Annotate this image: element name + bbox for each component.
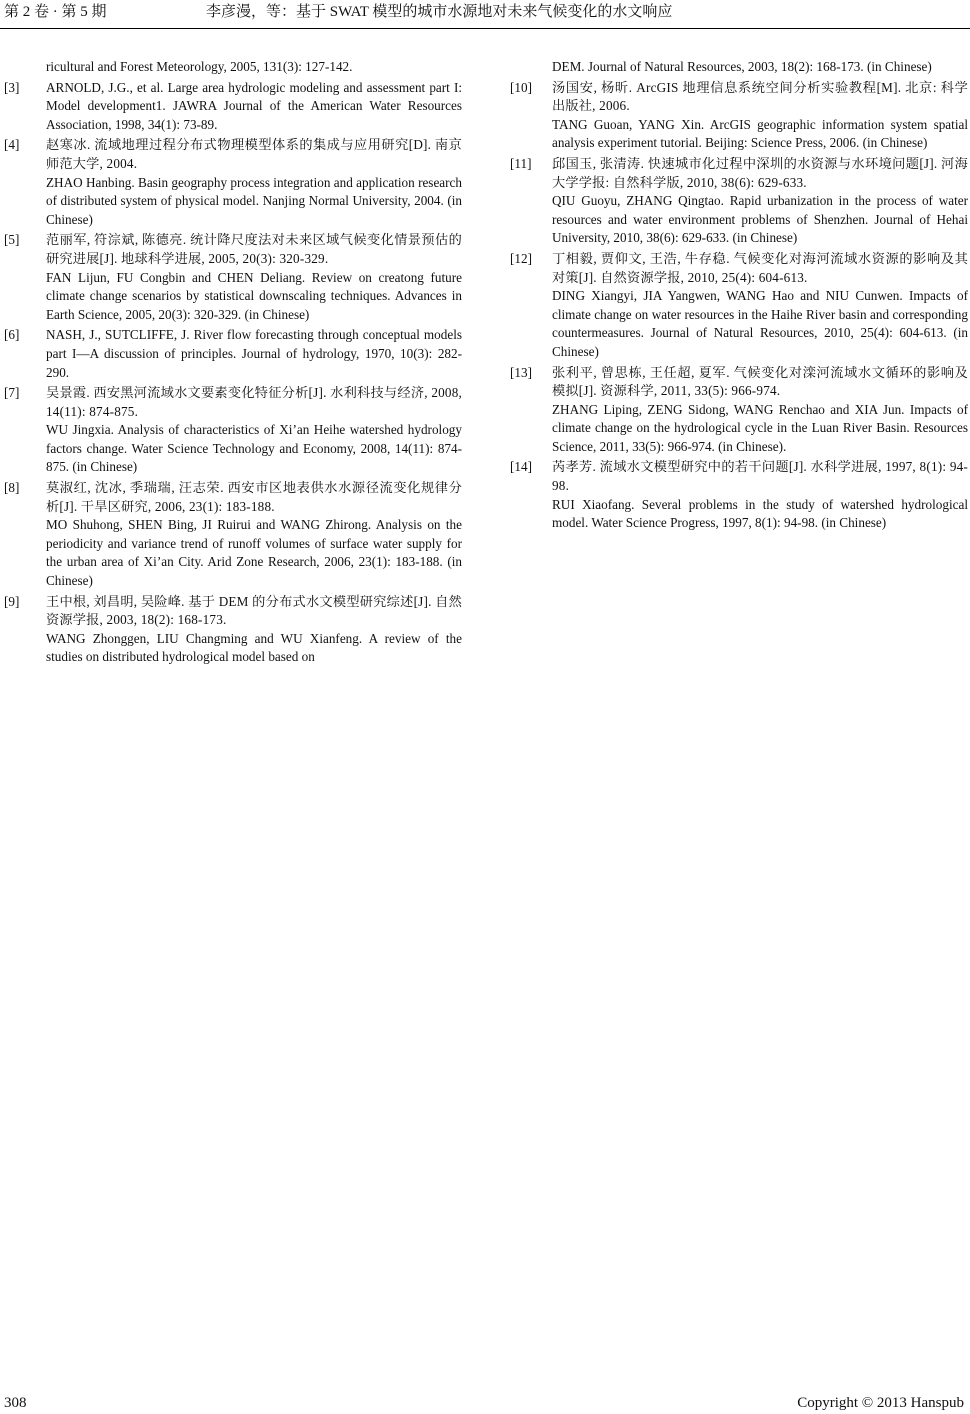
reference-text-english: DING Xiangyi, JIA Yangwen, WANG Hao and NIU Cunwen. Impacts of climate change on water resources in the Haihe River basin and corresponding countermeasures. Journal of Natural Resources, 2010, 25(4): 604-613. (in Chinese) bbox=[552, 288, 968, 359]
running-header bbox=[0, 0, 970, 29]
reference-text-chinese: 丁相毅, 贾仰文, 王浩, 牛存稳. 气候变化对海河流域水资源的影响及其对策[J]. 自然资源学报, 2010, 25(4): 604-613. bbox=[552, 250, 968, 285]
reference-number: [13] bbox=[510, 364, 532, 380]
reference-item-14 bbox=[510, 458, 968, 532]
reference-item-8 bbox=[4, 479, 462, 591]
reference-text-english: WANG Zhonggen, LIU Changming and WU Xianfeng. A review of the studies on distributed hydrological model based on bbox=[46, 630, 462, 665]
reference-item-10 bbox=[510, 79, 968, 153]
reference-text: DEM. Journal of Natural Resources, 2003, 18(2): 168-173. (in Chinese) bbox=[552, 59, 932, 74]
reference-text: NASH, J., SUTCLIFFE, J. River flow forecasting through conceptual models part I—A discussion of principles. Journal of hydrology, 1970, 10(3): 282-290. bbox=[46, 327, 462, 380]
page-footer bbox=[0, 1392, 970, 1414]
reference-text-chinese: 邱国玉, 张清涛. 快速城市化过程中深圳的水资源与水环境问题[J]. 河海大学学报: 自然科学版, 2010, 38(6): 629-633. bbox=[552, 155, 968, 190]
reference-text-english: TANG Guoan, YANG Xin. ArcGIS geographic information system spatial analysis experiment tutorial. Beijing: Science Press, 2006. (in Chinese) bbox=[552, 116, 968, 151]
reference-number: [9] bbox=[4, 593, 20, 609]
volume-issue: 第 2 卷 · 第 5 期 bbox=[4, 4, 107, 20]
reference-item-3 bbox=[4, 79, 462, 135]
reference-number: [6] bbox=[4, 327, 20, 343]
reference-item-11 bbox=[510, 155, 968, 248]
reference-number: [7] bbox=[4, 385, 20, 401]
reference-item-4 bbox=[4, 136, 462, 229]
reference-column-right bbox=[510, 58, 968, 535]
reference-text-chinese: 汤国安, 杨昕. ArcGIS 地理信息系统空间分析实验教程[M]. 北京: 科学出版社, 2006. bbox=[552, 79, 968, 114]
reference-item-12 bbox=[510, 250, 968, 362]
reference-text-english: ZHANG Liping, ZENG Sidong, WANG Renchao and XIA Jun. Impacts of climate change on the hydrological cycle in the Luan River Basin. Resources Science, 2011, 33(5): 966-974. (in Chinese). bbox=[552, 401, 968, 454]
reference-text-chinese: 王中根, 刘昌明, 吴险峰. 基于 DEM 的分布式水文模型研究综述[J]. 自然资源学报, 2003, 18(2): 168-173. bbox=[46, 593, 462, 628]
reference-item-5 bbox=[4, 231, 462, 324]
reference-number: [8] bbox=[4, 480, 20, 496]
reference-text-chinese: 吴景霞. 西安黑河流域水文要素变化特征分析[J]. 水利科技与经济, 2008, 14(11): 874-875. bbox=[46, 385, 462, 419]
reference-item-7 bbox=[4, 384, 462, 477]
reference-item-9 bbox=[4, 593, 462, 667]
reference-text: ricultural and Forest Meteorology, 2005, 131(3): 127-142. bbox=[46, 59, 353, 74]
reference-number: [4] bbox=[4, 137, 20, 153]
reference-text-english: RUI Xiaofang. Several problems in the study of watershed hydrological model. Water Science Progress, 1997, 8(1): 94-98. (in Chinese) bbox=[552, 496, 968, 531]
reference-item-6 bbox=[4, 326, 462, 382]
reference-text-chinese: 莫淑红, 沈冰, 季瑞瑞, 汪志荣. 西安市区地表供水水源径流变化规律分析[J]. 干旱区研究, 2006, 23(1): 183-188. bbox=[46, 480, 462, 514]
reference-text-chinese: 芮孝芳. 流域水文模型研究中的若干问题[J]. 水科学进展, 1997, 8(1): 94-98. bbox=[552, 459, 968, 494]
reference-number: [11] bbox=[510, 155, 532, 171]
reference-number: [5] bbox=[4, 232, 20, 248]
reference-number: [12] bbox=[510, 250, 532, 266]
copyright-notice: Copyright © 2013 Hanspub bbox=[797, 1395, 964, 1411]
reference-number: [3] bbox=[4, 79, 20, 95]
reference-item-13 bbox=[510, 364, 968, 457]
reference-text-chinese: 赵寒冰. 流域地理过程分布式物理模型体系的集成与应用研究[D]. 南京师范大学, 2004. bbox=[46, 137, 462, 171]
reference-number: [14] bbox=[510, 459, 532, 475]
reference-number: [10] bbox=[510, 79, 532, 95]
reference-text-english: MO Shuhong, SHEN Bing, JI Ruirui and WANG Zhirong. Analysis on the periodicity and variance trend of runoff volumes of surface water supply for the urban area of Xi’an City. Arid Zone Research, 2006, 23(1): 183-188. (in Chinese) bbox=[46, 517, 462, 589]
running-title: 李彦漫，等：基于 SWAT 模型的城市水源地对未来气候变化的水文响应 bbox=[206, 4, 673, 20]
reference-continuation bbox=[4, 58, 462, 77]
reference-text-english: FAN Lijun, FU Congbin and CHEN Deliang. Review on creatong future climate change scenarios by statistical downscaling techniques. Advances in Earth Science, 2005, 20(3): 320-329. (in Chinese) bbox=[46, 269, 462, 322]
reference-text-english: WU Jingxia. Analysis of characteristics of Xi’an Heihe watershed hydrology factors change. Water Science Technology and Economy, 2008, 14(11): 874-875. (in Chinese) bbox=[46, 422, 462, 475]
reference-text-chinese: 范丽军, 符淙斌, 陈德亮. 统计降尺度法对未来区域气候变化情景预估的研究进展[J]. 地球科学进展, 2005, 20(3): 320-329. bbox=[46, 232, 462, 266]
reference-continuation bbox=[510, 58, 968, 77]
reference-column-left bbox=[4, 58, 462, 669]
reference-text-english: QIU Guoyu, ZHANG Qingtao. Rapid urbanization in the process of water resources and water environment problems of Shenzhen. Journal of Hehai University, 2010, 38(6): 629-633. (in Chinese) bbox=[552, 193, 968, 246]
reference-text-english: ZHAO Hanbing. Basin geography process integration and application research of distributed system of physical model. Nanjing Normal University, 2004. (in Chinese) bbox=[46, 174, 462, 227]
page-number: 308 bbox=[4, 1395, 27, 1411]
reference-text-chinese: 张利平, 曾思栋, 王任超, 夏军. 气候变化对滦河流域水文循环的影响及模拟[J]. 资源科学, 2011, 33(5): 966-974. bbox=[552, 364, 968, 399]
reference-text: ARNOLD, J.G., et al. Large area hydrologic modeling and assessment part I: Model development1. JAWRA Journal of the American Water Resources Association, 1998, 34(1): 73-89. bbox=[46, 79, 462, 132]
